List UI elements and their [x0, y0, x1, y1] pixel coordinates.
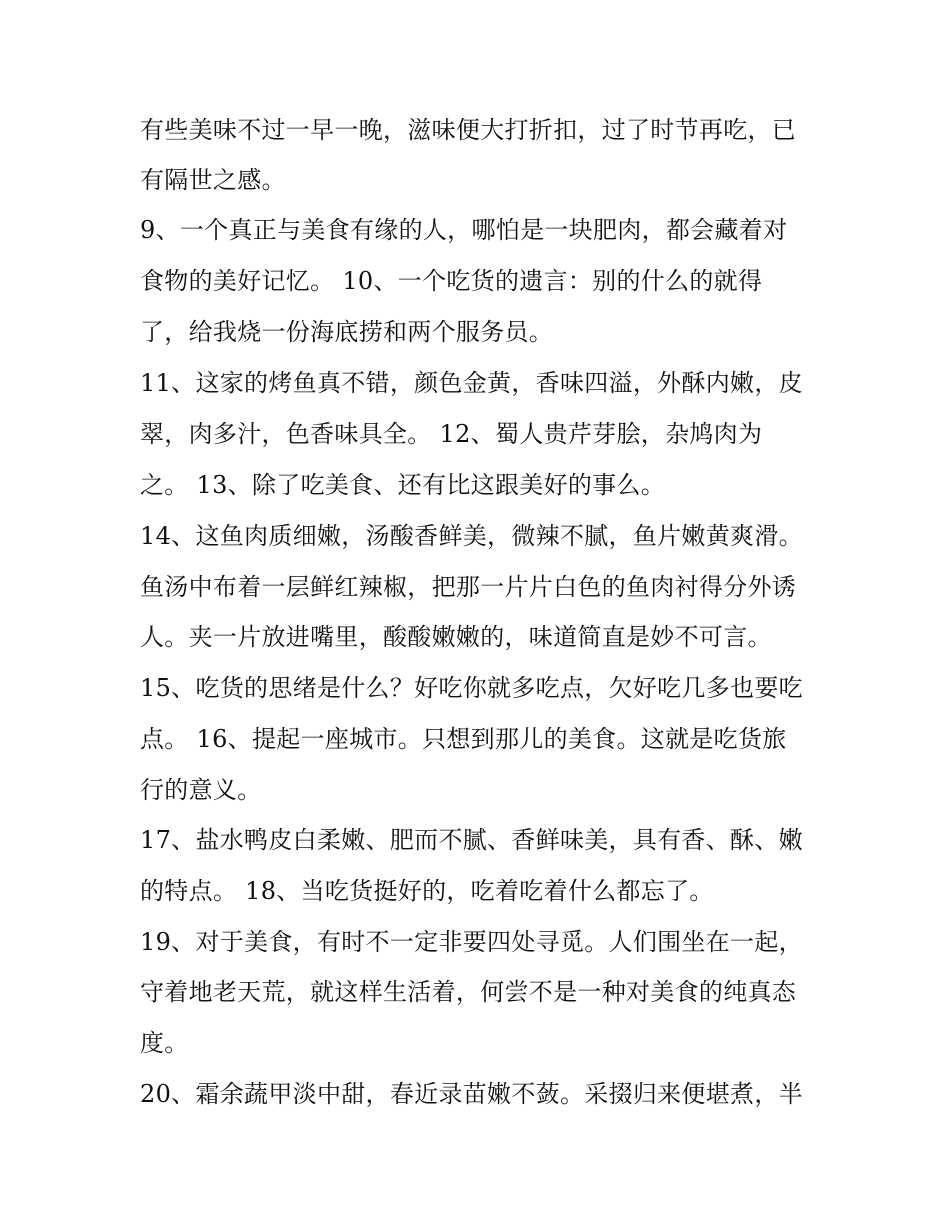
text-line: 9、一个真正与美食有缘的人，哪怕是一块肥肉，都会藏着对 [140, 216, 788, 244]
text-line: 15、吃货的思绪是什么？好吃你就多吃点，欠好吃几多也要吃 [140, 674, 803, 702]
text-line: 之。 13、除了吃美食、还有比这跟美好的事么。 [140, 471, 666, 499]
text-line: 有些美味不过一早一晚，滋味便大打折扣，过了时节再吃，已 [140, 116, 797, 144]
text-line: 食物的美好记忆。 10、一个吃货的遗言：别的什么的就得 [140, 267, 763, 295]
text-line: 14、这鱼肉质细嫩，汤酸香鲜美，微辣不腻，鱼片嫩黄爽滑。 [140, 522, 803, 550]
text-line: 翠，肉多汁，色香味具全。 12、蜀人贵芹芽脍，杂鸠肉为 [140, 420, 763, 448]
text-line: 有隔世之感。 [140, 166, 286, 194]
text-line: 了，给我烧一份海底捞和两个服务员。 [140, 318, 554, 346]
text-line: 19、对于美食，有时不一定非要四处寻觅。人们围坐在一起， [140, 928, 803, 956]
text-line: 鱼汤中布着一层鲜红辣椒，把那一片片白色的鱼肉衬得分外诱 [140, 573, 797, 601]
text-line: 点。 16、提起一座城市。只想到那儿的美食。这就是吃货旅 [140, 725, 787, 753]
text-line: 11、这家的烤鱼真不错，颜色金黄，香味四溢，外酥内嫩，皮 [140, 369, 803, 397]
text-line: 度。 [140, 1029, 189, 1057]
text-line: 人。夹一片放进嘴里，酸酸嫩嫩的，味道简直是妙不可言。 [140, 623, 772, 651]
text-line: 行的意义。 [140, 776, 262, 804]
text-line: 的特点。 18、当吃货挺好的，吃着吃着什么都忘了。 [140, 877, 714, 905]
text-line: 20、霜余蔬甲淡中甜，春近录苗嫩不蔹。采掇归来便堪煮，半 [140, 1080, 803, 1108]
text-line: 17、盐水鸭皮白柔嫩、肥而不腻、香鲜味美，具有香、酥、嫩 [140, 826, 803, 854]
text-line: 守着地老天荒，就这样生活着，何尝不是一种对美食的纯真态 [140, 978, 797, 1006]
